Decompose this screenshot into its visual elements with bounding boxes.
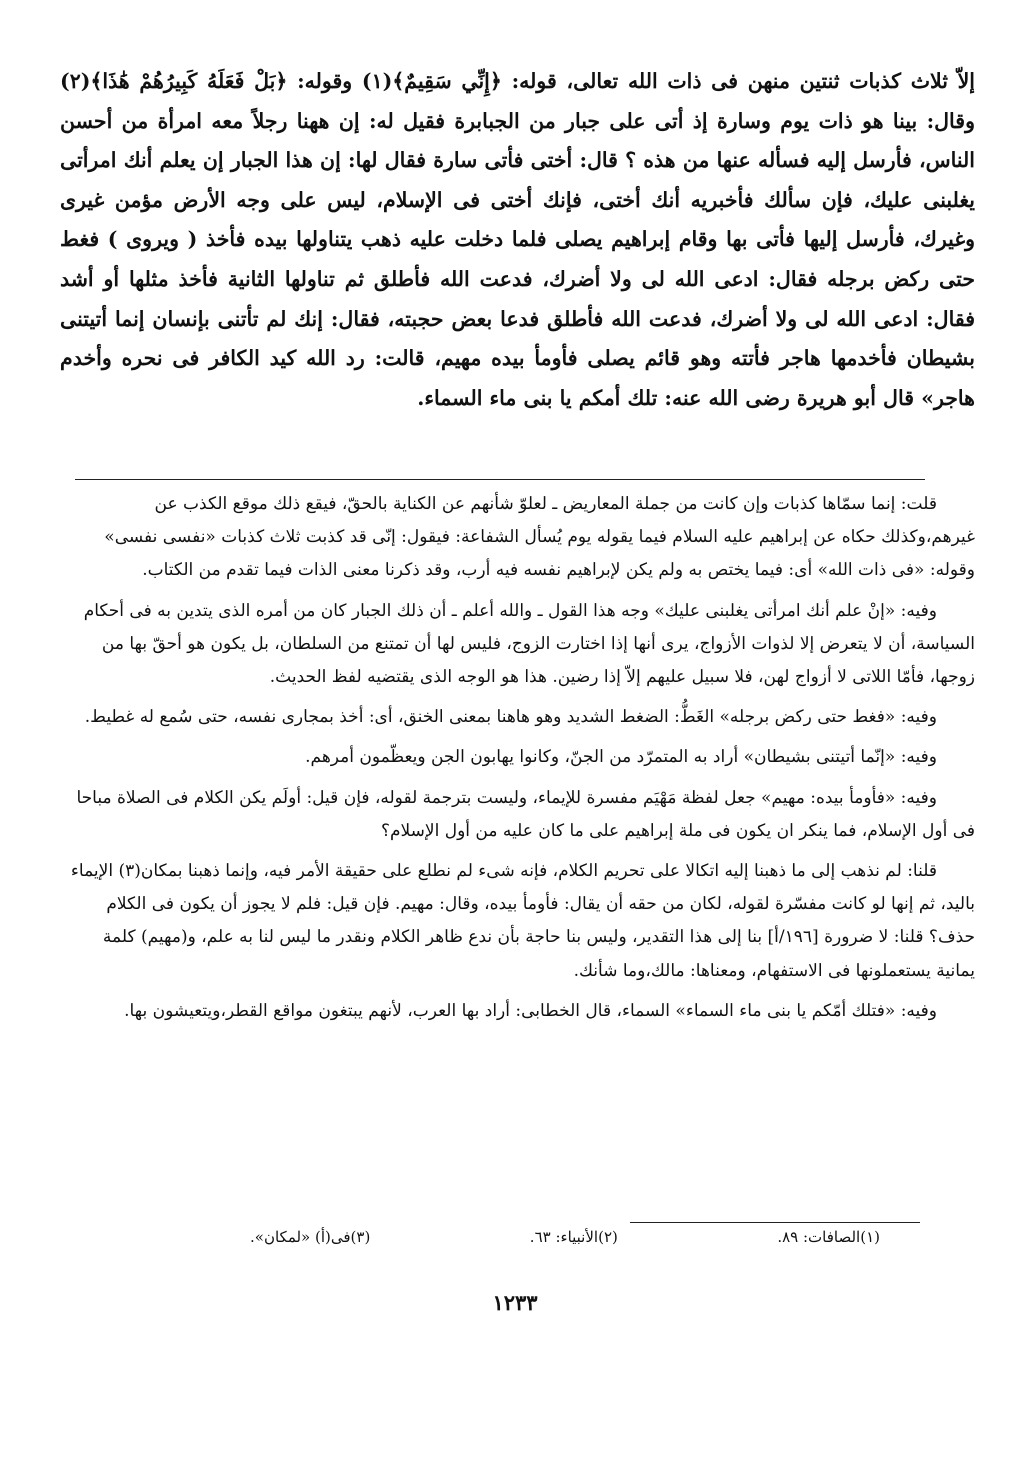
section-divider	[75, 479, 925, 480]
hadith-paragraph: إلاّ ثلاث كذبات ثنتين منهن فى ذات الله تعالى، قوله: ﴿إِنِّي سَقِيمٌ﴾(١) وقوله: ﴿بَلْ فَعَلَهُ كَبِيرُهُمْ هَٰذَا﴾(٢) وقال: بينا هو ذات يوم وسارة إذ أتى على جبار من الجبابرة فقيل له: إن ههنا رجلاً معه امرأة من أحسن الناس، فأرسل إليه فسأله عنها من هذه ؟ قال: أختى فأتى سارة فقال لها: إن هذا الجبار إن يعلم أنك امرأتى يغلبنى عليك، فإن سألك فأخبريه أنك أختى، فإنك أختى فى الإسلام، ليس على وجه الأرض مؤمن غيرى وغيرك، فأرسل إليها فأتى بها وقام إبراهيم يصلى فلما دخلت عليه ذهب يتناولها بيده فأخذ ( ويروى ) فغط حتى ركض برجله فقال: ادعى الله لى ولا أضرك، فدعت الله فأطلق ثم تناولها الثانية فأخذ مثلها أو أشد فقال: ادعى الله لى ولا أضرك، فدعت الله فأطلق فدعا بعض حجبته، فقال: إنك لم تأتنى بإنسان إنما أتيتنى بشيطان فأخدمها هاجر فأتته وهو قائم يصلى فأومأ بيده مهيم، قالت: رد الله كيد الكافر فى نحره وأخدم هاجر» قال أبو هريرة رضى الله عنه: تلك أمكم يا بنى ماء السماء.	[60, 69, 976, 410]
page-number: ١٢٣٣	[492, 1290, 538, 1315]
commentary-paragraph: قلنا: لم نذهب إلى ما ذهبنا إليه اتكالا على تحريم الكلام، فإنه شىء لم نطلع على حقيقة الأمر فيه، وإنما ذهبنا بمكان(٣) الإيماء باليد، ثم إنها لو كانت مفسّرة لقوله، لكان من حقه أن يقال: فأومأ بيده، وقال: مهيم. فإن قيل: فلم لا يجوز أن يكون فى الكلام حذف؟ قلنا: لا ضرورة [١٩٦/أ] بنا إلى هذا التقدير، وليس بنا حاجة بأن ندع ظاهر الكلام ونقدر ما ليس لنا به علم، و(مهيم) كلمة يمانية يستعملونها فى الاستفهام، ومعناها: مالك،وما شأنك.	[70, 861, 975, 981]
hadith-text-block	[60, 62, 975, 418]
commentary-paragraph: وفيه: «إنّما أتيتنى بشيطان» أراد به المتمرّد من الجنّ، وكانوا يهابون الجن ويعظّمون أمرهم.	[305, 747, 937, 768]
commentary-paragraph: قلت: إنما سمّاها كذبات وإن كانت من جملة المعاريض ـ لعلوّ شأنهم عن الكناية بالحقّ، فيقع ذلك موقع الكذب عن غيرهم،وكذلك حكاه عن إبراهيم عليه السلام فيما يقوله يوم يُسأل الشفاعة: فيقول: إنّى قد كذبت ثلاث كذبات «نفسى نفسى» وقوله: «فى ذات الله» أى: فيما يختص به ولم يكن لإبراهيم نفسه فيه أرب، وقد ذكرنا معنى الذات فيما تقدم من الكتاب.	[104, 494, 975, 581]
commentary-paragraph: وفيه: «فأومأ بيده: مهيم» جعل لفظة مَهْيَم مفسرة للإيماء، وليست بترجمة لقوله، فإن قيل: أولَم يكن الكلام فى الصلاة مباحا فى أول الإسلام، فما ينكر ان يكون فى ملة إبراهيم على ما كان عليه من أول الإسلام؟	[76, 787, 975, 841]
commentary-block	[60, 488, 975, 1035]
commentary-paragraph: وفيه: «فتلك أمّكم يا بنى ماء السماء» السماء، قال الخطابى: أراد بها العرب، لأنهم يبتغون مواقع القطر،ويتعيشون بها.	[124, 1000, 937, 1021]
footnotes	[250, 1228, 880, 1246]
footnote-1: (١)الصافات: ٨٩.	[777, 1228, 880, 1246]
footnote-2: (٢)الأنبياء: ٦٣.	[529, 1228, 618, 1246]
page-body	[60, 62, 975, 418]
commentary-paragraph: وفيه: «إنْ علم أنك امرأتى يغلبنى عليك» وجه هذا القول ـ والله أعلم ـ أن ذلك الجبار كان من أمره الذى يتدين به فى أحكام السياسة، أن لا يتعرض إلا لذوات الأزواج، يرى أنها إذا اختارت الزوج، فليس لها أن تمتنع من السلطان، بل يكون هو أحقّ بها من زوجها، فأمّا اللاتى لا أزواج لهن، فلا سبيل عليهم إلاّ إذا رضين. هذا هو الوجه الذى يقتضيه لفظ الحديث.	[83, 600, 975, 688]
footnote-rule	[630, 1222, 920, 1223]
commentary-paragraph: وفيه: «فغط حتى ركض برجله» الغَطُّ: الضغط الشديد وهو هاهنا بمعنى الخنق، أى: أخذ بمجارى نفسه، حتى سُمع له غطيط.	[84, 707, 937, 728]
footnote-3: (٣)فى(أ) «لمكان».	[250, 1228, 371, 1246]
